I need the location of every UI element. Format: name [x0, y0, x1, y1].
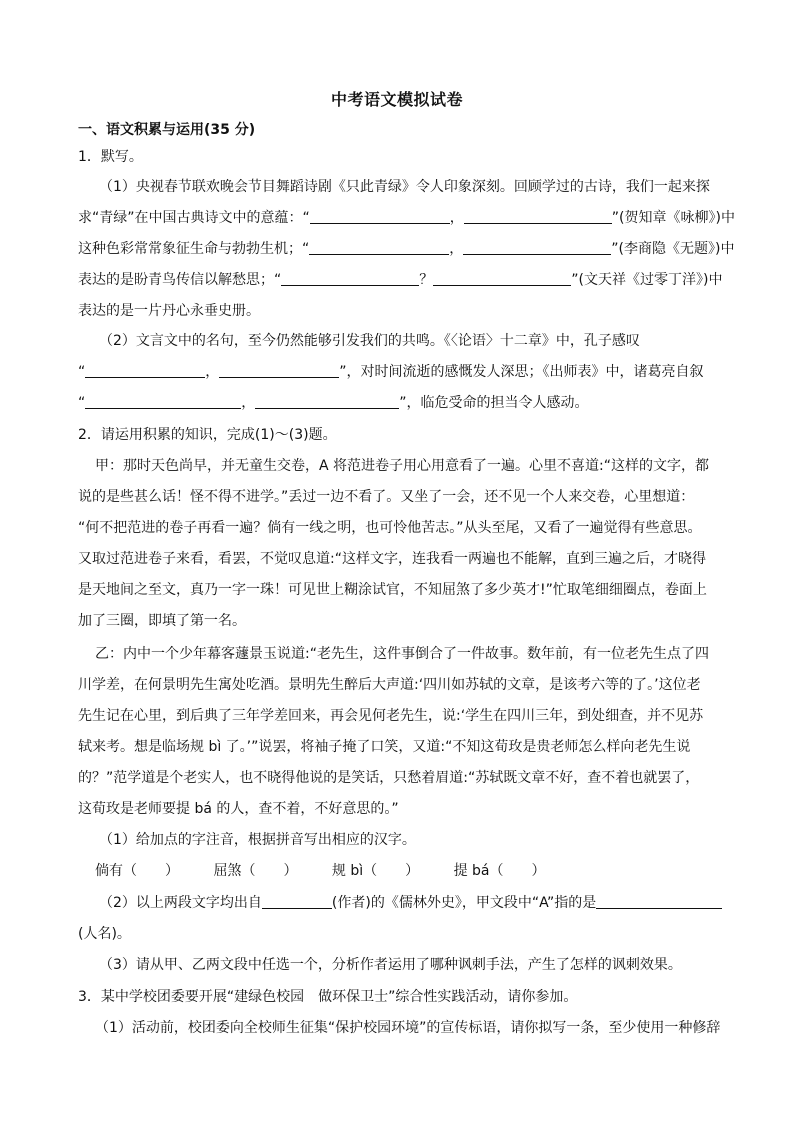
text-fragment: (作者)的《儒林外史》，甲文段中“A”指的是	[331, 895, 597, 911]
text-fragment: 求“青绿”在中国古典诗文中的意蕴：“	[78, 210, 310, 226]
passage-jia-line5: 是天地间之至文，真乃一字一珠！可见世上糊涂试官，不知屈煞了多少英才!”忙取笔细细圈点，卷面上	[78, 582, 707, 598]
q1-p2-line2	[78, 365, 704, 379]
passage-jia-line4: 又取过范进卷子来看，看罢，不觉叹息道:“这样文字，连我看一两遍也不能解，直到三遍之后，才晓得	[78, 551, 706, 567]
question-3-heading: 3．某中学校团委要开展“建绿色校园 做环保卫士”综合性实践活动，请你参加。	[78, 989, 578, 1005]
answer-blank[interactable]	[309, 242, 449, 255]
text-fragment: “	[78, 364, 86, 380]
answer-blank[interactable]	[219, 365, 339, 378]
text-fragment: （2）以上两段文字均出自	[99, 895, 262, 911]
text-fragment: ”(文天祥《过零丁洋》)中	[571, 272, 723, 288]
passage-yi-line5: 的？”范学道是个老实人，也不晓得他说的是笑话，只愁着眉道:“苏轼既文章不好，查不着也就罢了，	[78, 770, 700, 786]
text-fragment: ，	[449, 210, 464, 226]
page-title: 中考语文模拟试卷	[330, 90, 463, 109]
text-fragment: ”，临危受命的担当令人感动。	[399, 395, 589, 411]
text-fragment: ”，对时间流逝的感慨发人深思；《出师表》中，诸葛亮自叙	[339, 364, 704, 380]
text-fragment: ？	[419, 272, 434, 288]
section-heading: 一、语文积累与运用(35 分)	[78, 122, 256, 138]
q1-p2-line3	[78, 396, 589, 410]
passage-yi-line1: 乙：内中一个少年幕客蘧景玉说道:“老先生，这件事倒合了一件故事。数年前，有一位老先生点了四	[95, 646, 709, 662]
q2-sub2-line2: (人名)。	[78, 926, 131, 942]
text-fragment: 表达的是盼青鸟传信以解愁思；“	[78, 272, 282, 288]
text-fragment: “	[78, 395, 86, 411]
q1-p1-line2	[78, 211, 735, 225]
q3-sub1: （1）活动前，校团委向全校师生征集“保护校园环境”的宣传标语，请你拟写一条，至少使用一种修辞	[95, 1020, 721, 1036]
pinyin-item: 倘有（ ）	[95, 863, 179, 879]
answer-blank[interactable]	[255, 396, 399, 409]
question-1-heading: 1．默写。	[78, 149, 143, 165]
answer-blank[interactable]	[464, 211, 612, 224]
text-fragment: ”(贺知章《咏柳》)中	[611, 210, 735, 226]
passage-yi-line6: 这荀玫是老师要提 bá 的人，查不着，不好意思的。”	[78, 801, 399, 817]
pinyin-item: 屈煞（ ）	[213, 863, 298, 879]
q2-sub1-heading: （1）给加点的字注音，根据拼音写出相应的汉字。	[99, 832, 416, 848]
answer-blank[interactable]	[463, 242, 611, 255]
text-fragment: ，	[241, 395, 256, 411]
text-fragment: ，	[449, 241, 464, 257]
text-fragment: ”(李商隐《无题》)中	[611, 241, 735, 257]
passage-jia-line3: “何不把范进的卷子再看一遍？倘有一线之明，也可怜他苦志。”从头至尾，又看了一遍觉得有些意思。	[78, 520, 702, 536]
text-fragment: ，	[205, 364, 220, 380]
answer-blank[interactable]	[310, 211, 450, 224]
answer-blank[interactable]	[596, 896, 722, 909]
answer-blank[interactable]	[262, 896, 332, 909]
passage-yi-line2: 川学差，在何景明先生寓处吃酒。景明先生醉后大声道:‘四川如苏轼的文章，是该考六等的了。’这位老	[78, 677, 701, 693]
passage-yi-line4: 轼来考。想是临场规 bì 了。’”说罢，将袖子掩了口笑，又道:“不知这荀玫是贵老师怎么样向老先生说	[78, 739, 691, 755]
passage-jia-line6: 加了三圈，即填了第一名。	[78, 613, 246, 629]
q1-p1-line3	[78, 242, 734, 256]
pinyin-item: 规 bì（ ）	[331, 863, 420, 879]
text-fragment: 这种色彩常常象征生命与勃勃生机；“	[78, 241, 310, 257]
answer-blank[interactable]	[433, 273, 571, 286]
answer-blank[interactable]	[281, 273, 419, 286]
q2-sub2-line1	[99, 896, 722, 910]
q1-p2-line1: （2）文言文中的名句，至今仍然能够引发我们的共鸣。《〈论语〉十二章》中，孔子感叹	[99, 333, 640, 349]
pinyin-item: 提 bá（ ）	[453, 863, 546, 879]
answer-blank[interactable]	[85, 365, 205, 378]
q2-sub1-items	[95, 864, 546, 878]
passage-jia-line1: 甲：那时天色尚早，并无童生交卷，A 将范进卷子用心用意看了一遍。心里不喜道:“这样的文字，都	[95, 458, 709, 474]
q1-p1-line4	[78, 273, 722, 287]
q1-p1-line1: （1）央视春节联欢晚会节目舞蹈诗剧《只此青绿》令人印象深刻。回顾学过的古诗，我们一起来探	[99, 179, 710, 195]
answer-blank[interactable]	[85, 396, 241, 409]
question-2-heading: 2．请运用积累的知识，完成(1)～(3)题。	[78, 427, 337, 443]
q1-p1-line5: 表达的是一片丹心永垂史册。	[78, 303, 260, 319]
passage-jia-line2: 说的是些甚么话！怪不得不进学。”丢过一边不看了。又坐了一会，还不见一个人来交卷，心里想道：	[78, 489, 695, 505]
q2-sub3: （3）请从甲、乙两文段中任选一个，分析作者运用了哪种讽刺手法，产生了怎样的讽刺效果。	[99, 957, 682, 973]
passage-yi-line3: 先生记在心里，到后典了三年学差回来，再会见何老先生，说:‘学生在四川三年，到处细查，并不见苏	[78, 708, 704, 724]
